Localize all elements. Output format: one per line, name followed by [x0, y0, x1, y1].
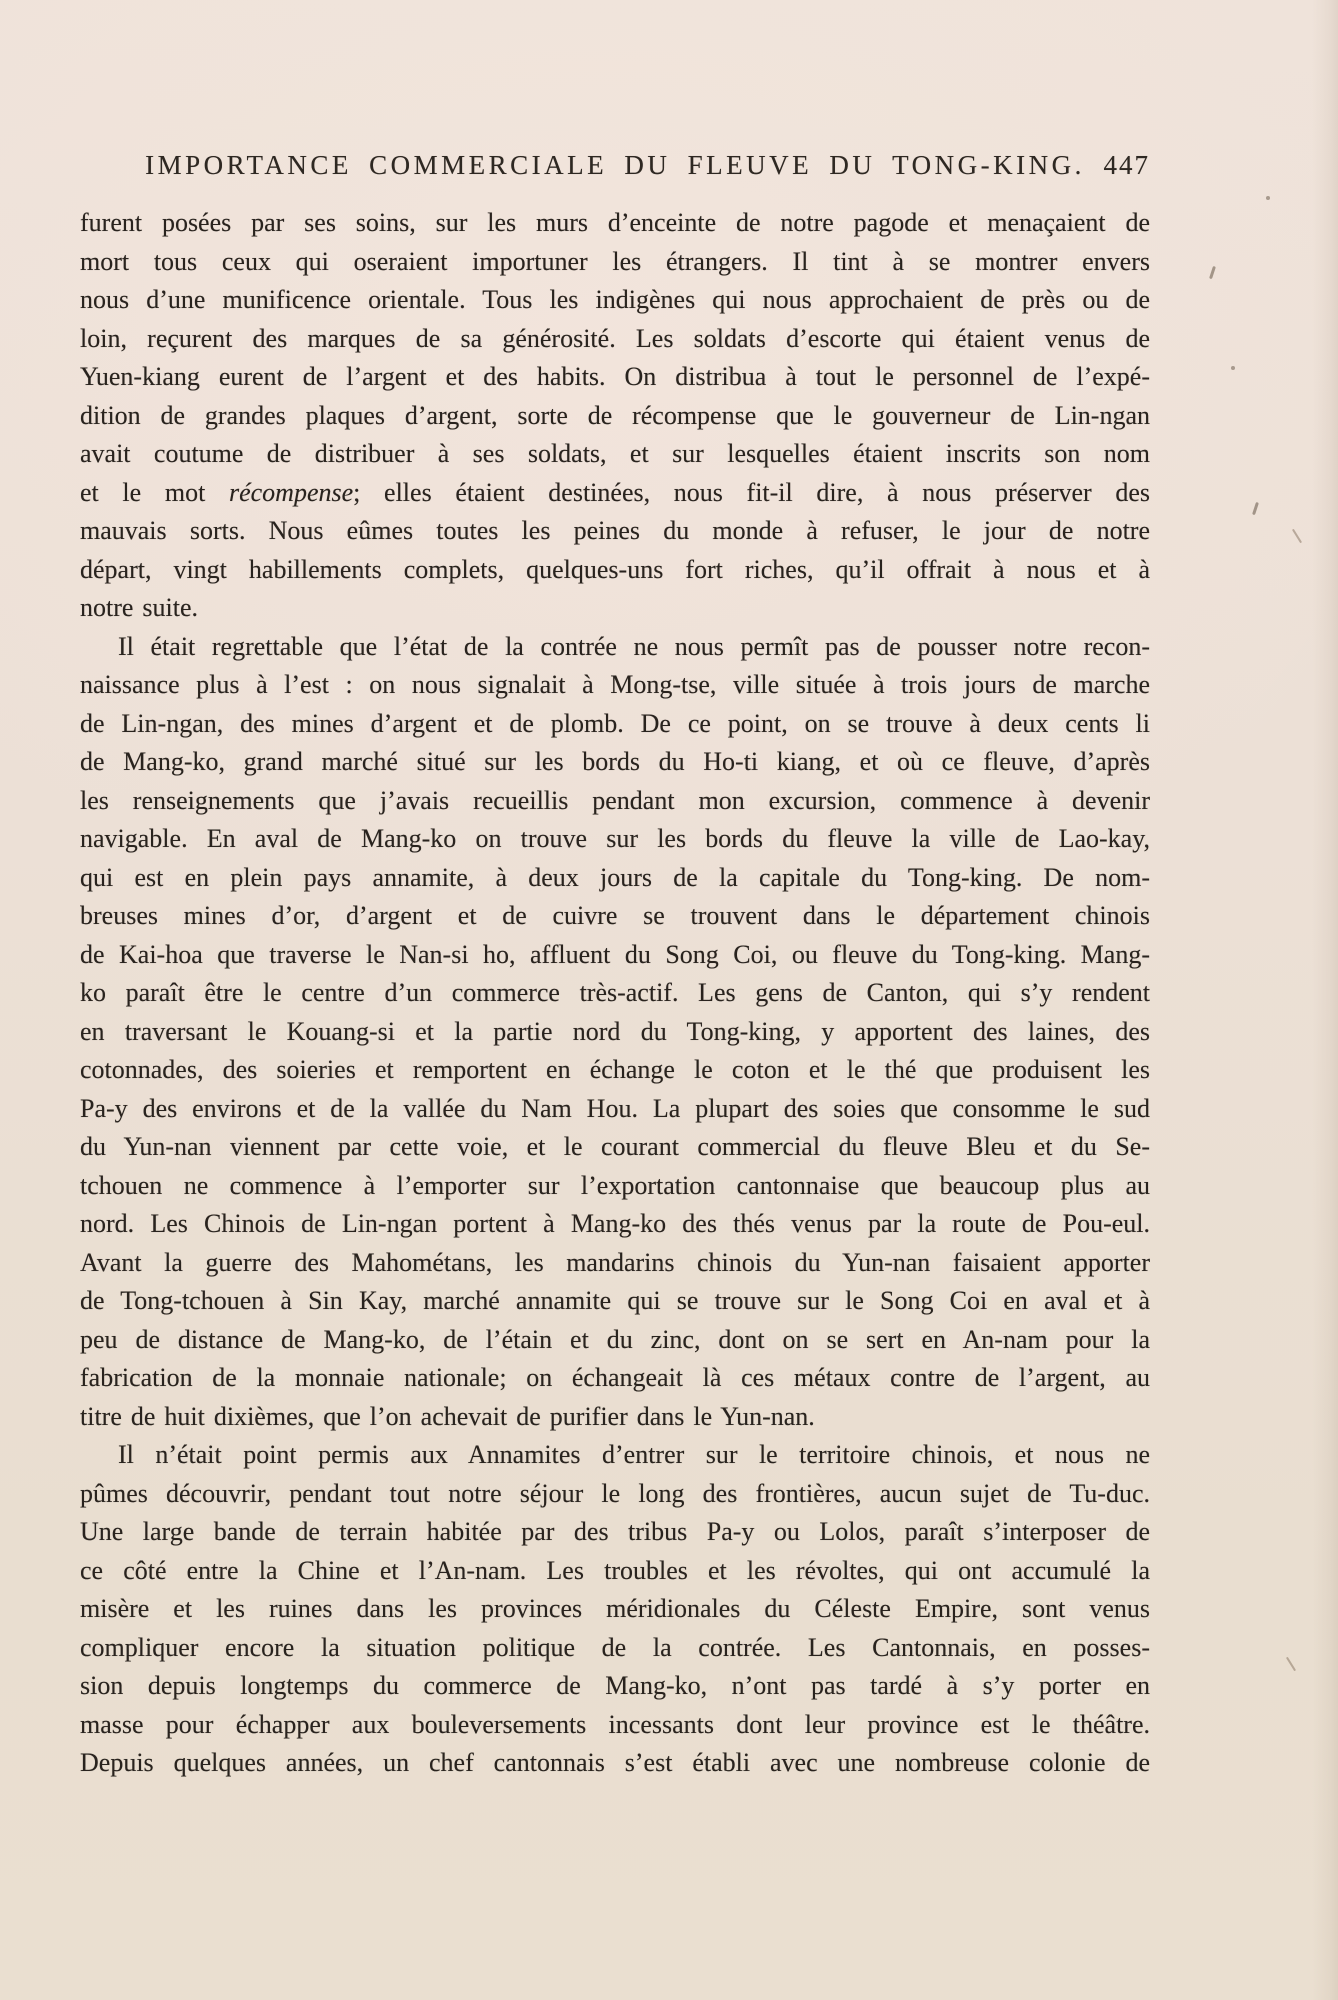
text-segment: et le mot [80, 477, 229, 507]
text-line: du Yun-nan viennent par cette voie, et le courant commercial du fleuve Bleu et du Se- [80, 1132, 1150, 1161]
text-line: de Tong-tchouen à Sin Kay, marché annamite qui se trouve sur le Song Coi en aval et à [80, 1286, 1150, 1315]
text-line: Il n’était point permis aux Annamites d’entrer sur le territoire chinois, et nous ne [118, 1440, 1150, 1469]
page-edge-shadow [1312, 0, 1338, 2000]
text-segment: ; elles étaient destinées, nous fit-il dire, à nous préserver des [353, 477, 1150, 507]
text-line: titre de huit dixièmes, que l’on achevait de purifier dans le Yun-nan. [80, 1401, 815, 1431]
text-line: loin, reçurent des marques de sa générosité. Les soldats d’escorte qui étaient venus de [80, 323, 1150, 353]
text-line: Yuen-kiang eurent de l’argent et des habits. On distribua à tout le personnel de l’expé- [80, 362, 1150, 391]
scan-fiber [1286, 1657, 1296, 1672]
text-line: naissance plus à l’est : on nous signalait à Mong-tse, ville située à trois jours de marche [80, 670, 1150, 699]
running-header [80, 150, 1150, 190]
text-line: nous d’une munificence orientale. Tous les indigènes qui nous approchaient de près ou de [80, 285, 1150, 314]
text-line: compliquer encore la situation politique de la contrée. Les Cantonnais, en posses- [80, 1632, 1150, 1662]
text-line [80, 474, 1150, 513]
text-line: masse pour échapper aux bouleversements incessants dont leur province est le théâtre. [80, 1709, 1150, 1739]
text-line: de Kai-hoa que traverse le Nan-si ho, affluent du Song Coi, ou fleuve du Tong-king. Mang- [80, 939, 1150, 969]
paragraph [80, 204, 1150, 628]
paragraph [80, 1436, 1150, 1783]
header-title: IMPORTANCE COMMERCIALE DU FLEUVE DU TONG-KING. [145, 150, 1085, 180]
text-line: Depuis quelques années, un chef cantonnais s’est établi avec une nombreuse colonie de [80, 1748, 1150, 1777]
text-line: mauvais sorts. Nous eûmes toutes les peines du monde à refuser, le jour de notre [80, 516, 1150, 545]
text-line: misère et les ruines dans les provinces méridionales du Céleste Empire, sont venus [80, 1594, 1150, 1623]
scan-speck [1231, 366, 1235, 370]
scan-speck [1266, 196, 1270, 200]
text-line: pûmes découvrir, pendant tout notre séjour le long des frontières, aucun sujet de Tu-duc. [80, 1478, 1150, 1508]
text-line: notre suite. [80, 593, 199, 622]
paragraph [80, 628, 1150, 1437]
text-line: navigable. En aval de Mang-ko on trouve sur les bords du fleuve la ville de Lao-kay, [80, 824, 1150, 853]
scan-speck [1209, 266, 1215, 279]
text-line: Pa-y des environs et de la vallée du Nam Hou. La plupart des soies que consomme le sud [80, 1093, 1150, 1123]
text-line: qui est en plein pays annamite, à deux jours de la capitale du Tong-king. De nom- [80, 862, 1150, 892]
text-line: breuses mines d’or, d’argent et de cuivre se trouvent dans le département chinois [80, 901, 1150, 930]
text-line: Il était regrettable que l’état de la contrée ne nous permît pas de pousser notre recon- [118, 631, 1150, 661]
text-line: nord. Les Chinois de Lin-ngan portent à Mang-ko des thés venus par la route de Pou-eul. [80, 1209, 1150, 1238]
text-line: ce côté entre la Chine et l’An-nam. Les troubles et les révoltes, qui ont accumulé la [80, 1555, 1150, 1585]
text-line: Une large bande de terrain habitée par des tribus Pa-y ou Lolos, paraît s’interposer de [80, 1517, 1150, 1546]
text-line: de Mang-ko, grand marché situé sur les bords du Ho-ti kiang, et où ce fleuve, d’après [80, 747, 1150, 776]
text-line: furent posées par ses soins, sur les murs d’enceinte de notre pagode et menaçaient de [80, 208, 1150, 237]
text-line: mort tous ceux qui oseraient importuner les étrangers. Il tint à se montrer envers [80, 246, 1150, 276]
text-line: en traversant le Kouang-si et la partie nord du Tong-king, y apportent des laines, des [80, 1016, 1150, 1046]
text-line: fabrication de la monnaie nationale; on échangeait là ces métaux contre de l’argent, au [80, 1363, 1150, 1392]
text-line: peu de distance de Mang-ko, de l’étain et du zinc, dont on se sert en An-nam pour la [80, 1324, 1150, 1354]
page-body [80, 204, 1150, 1783]
text-line: les renseignements que j’avais recueillis pendant mon excursion, commence à devenir [80, 785, 1150, 815]
text-line: de Lin-ngan, des mines d’argent et de plomb. De ce point, on se trouve à deux cents li [80, 708, 1150, 738]
text-line: départ, vingt habillements complets, quelques-uns fort riches, qu’il offrait à nous et à [80, 554, 1150, 584]
page-number: 447 [1103, 150, 1150, 180]
italic-word: récompense [228, 477, 354, 507]
text-line: Avant la guerre des Mahométans, les mandarins chinois du Yun-nan faisaient apporter [80, 1247, 1150, 1277]
text-line: cotonnades, des soieries et remportent en échange le coton et le thé que produisent les [80, 1055, 1150, 1084]
text-line: sion depuis longtemps du commerce de Mang-ko, n’ont pas tardé à s’y porter en [80, 1671, 1150, 1700]
scan-speck [1252, 502, 1258, 515]
text-line: dition de grandes plaques d’argent, sorte de récompense que le gouverneur de Lin-ngan [80, 400, 1150, 430]
text-line: ko paraît être le centre d’un commerce très-actif. Les gens de Canton, qui s’y rendent [80, 978, 1150, 1007]
text-line: avait coutume de distribuer à ses soldats, et sur lesquelles étaient inscrits son nom [80, 439, 1150, 468]
text-line: tchouen ne commence à l’emporter sur l’exportation cantonnaise que beaucoup plus au [80, 1170, 1150, 1200]
scan-fiber [1292, 529, 1302, 544]
